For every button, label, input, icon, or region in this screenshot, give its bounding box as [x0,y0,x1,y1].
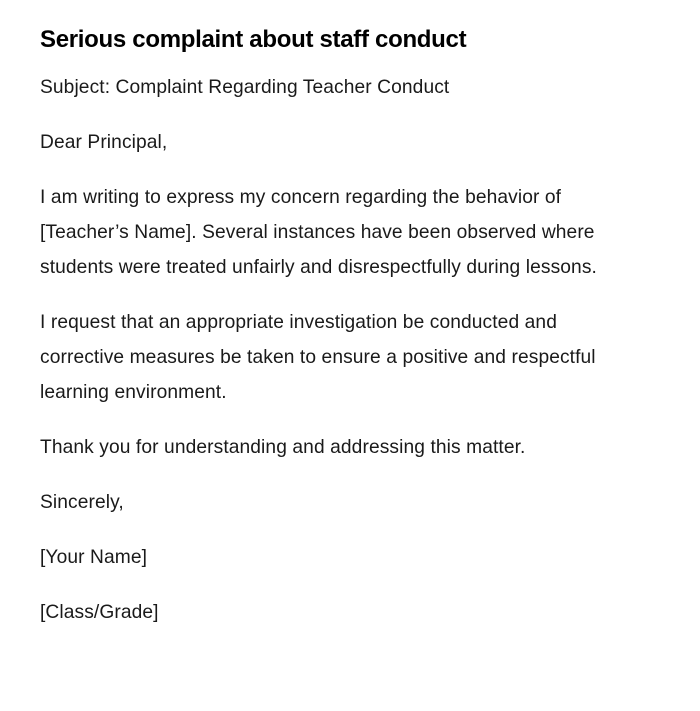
letter-closing: Sincerely, [40,492,124,513]
letter-salutation: Dear Principal, [40,132,168,153]
letter-document [40,24,640,650]
letter-paragraph-request: I request that an appropriate investigation be conducted and corrective measures be taken to ensure a positive and respectful learning environment. [40,312,596,403]
signature-class: [Class/Grade] [40,602,159,623]
letter-title: Serious complaint about staff conduct [40,26,467,53]
letter-subject: Subject: Complaint Regarding Teacher Conduct [40,77,450,98]
signature-name: [Your Name] [40,547,148,568]
letter-paragraph-thanks: Thank you for understanding and addressing this matter. [40,437,526,458]
letter-paragraph-concern: I am writing to express my concern regarding the behavior of [Teacher’s Name]. Several instances have been observed where students were treated unfairly and disrespectfully during lessons. [40,187,597,278]
